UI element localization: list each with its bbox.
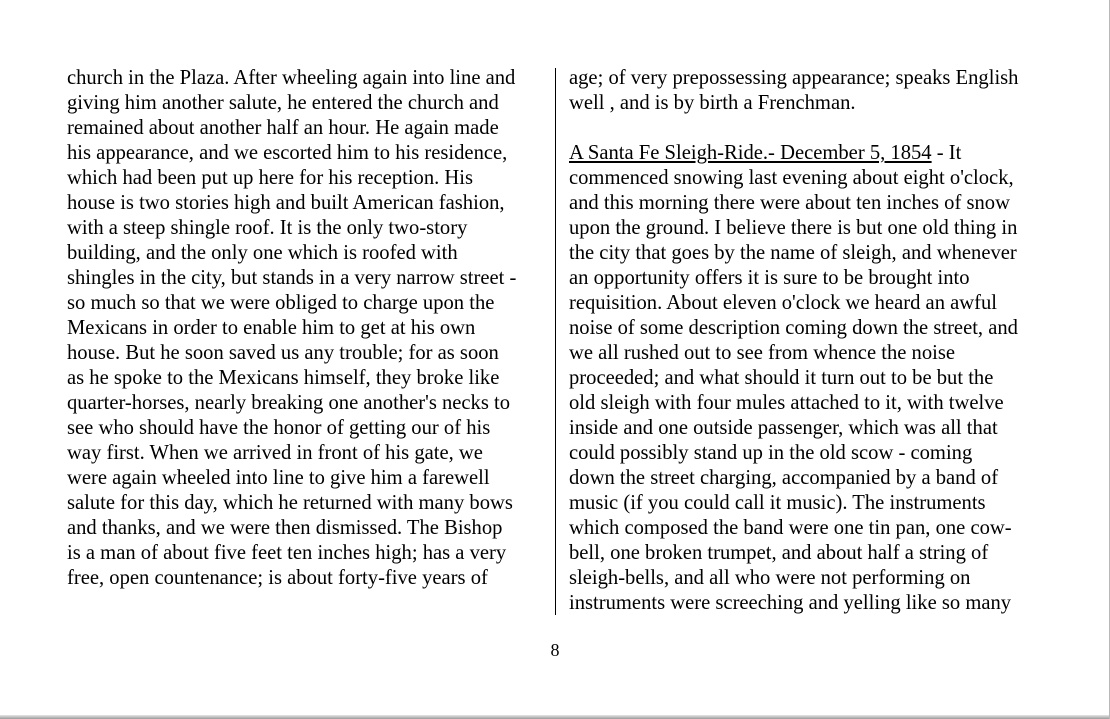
text-line: music (if you could call it music). The instruments (569, 492, 986, 514)
text-line: remained about another half an hour. He again made (67, 117, 499, 139)
text-line: an opportunity offers it is sure to be brought into (569, 267, 970, 289)
text-line: noise of some description coming down the street, and (569, 317, 1018, 339)
text-line: giving him another salute, he entered the church and (67, 92, 499, 114)
text-line: sleigh-bells, and all who were not performing on (569, 567, 971, 589)
text-line: is a man of about five feet ten inches high; has a very (67, 542, 507, 564)
text-line: inside and one outside passenger, which was all that (569, 417, 998, 439)
section-heading: A Santa Fe Sleigh-Ride.- December 5, 1854 (569, 142, 932, 164)
text-line: instruments were screeching and yelling like so many (569, 592, 1012, 614)
text-line: proceeded; and what should it turn out to be but the (569, 367, 994, 389)
text-line: and thanks, and we were then dismissed. The Bishop (67, 517, 503, 539)
text-line: old sleigh with four mules attached to it, with twelve (569, 392, 1004, 414)
text-line: salute for this day, which he returned with many bows (67, 492, 513, 514)
text-line: were again wheeled into line to give him a farewell (67, 467, 490, 489)
text-line: house. But he soon saved us any trouble; for as soon (67, 342, 499, 364)
text-line: bell, one broken trumpet, and about half a string of (569, 542, 989, 564)
text-line: house is two stories high and built American fashion, (67, 192, 505, 214)
text-line: way first. When we arrived in front of his gate, we (67, 442, 483, 464)
text-line: building, and the only one which is roofed with (67, 242, 458, 264)
text-line: well , and is by birth a Frenchman. (569, 92, 856, 114)
text-line: upon the ground. I believe there is but one old thing in (569, 217, 1018, 239)
page-number: 8 (550, 640, 560, 660)
text-line: with a steep shingle roof. It is the only two-story (67, 217, 468, 239)
text-line: we all rushed out to see from whence the noise (569, 342, 956, 364)
text-line: which composed the band were one tin pan, one cow- (569, 517, 1012, 539)
section-heading-line (569, 141, 1047, 166)
text-line: commenced snowing last evening about eight o'clock, (569, 167, 1014, 189)
text-line: down the street charging, accompanied by a band of (569, 467, 999, 489)
text-line: requisition. About eleven o'clock we heard an awful (569, 292, 998, 314)
text-line: could possibly stand up in the old scow - coming (569, 442, 973, 464)
text-line: so much so that we were obliged to charge upon the (67, 292, 495, 314)
text-line: see who should have the honor of getting our of his (67, 417, 491, 439)
text-line: and this morning there were about ten inches of snow (569, 192, 1010, 214)
text-line: quarter-horses, nearly breaking one another's necks to (67, 392, 511, 414)
right-text-column (569, 66, 1047, 616)
text-line: which had been put up here for his reception. His (67, 167, 474, 189)
text-line: church in the Plaza. After wheeling again into line and (67, 67, 516, 89)
paragraph-break (569, 116, 1047, 141)
left-text-column (67, 66, 545, 591)
text-line: Mexicans in order to enable him to get at his own (67, 317, 476, 339)
column-divider (555, 68, 556, 615)
section-heading-tail: - It (931, 142, 962, 164)
text-line: as he spoke to the Mexicans himself, they broke like (67, 367, 500, 389)
text-line: free, open countenance; is about forty-five years of (67, 567, 488, 589)
text-line: age; of very prepossessing appearance; speaks English (569, 67, 1019, 89)
page-bottom-edge (0, 715, 1109, 719)
text-line: his appearance, and we escorted him to his residence, (67, 142, 508, 164)
text-line: the city that goes by the name of sleigh, and whenever (569, 242, 1017, 264)
text-line: shingles in the city, but stands in a very narrow street - (67, 267, 517, 289)
